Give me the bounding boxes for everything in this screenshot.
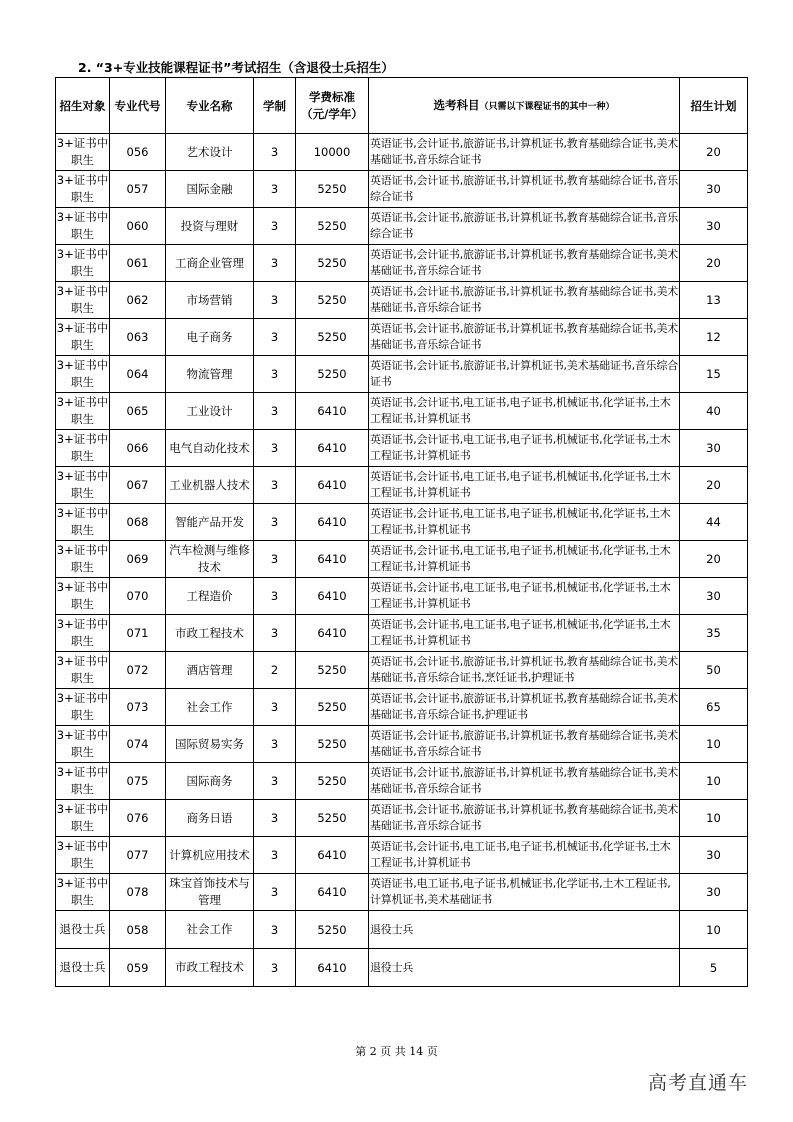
header-years: 学制 bbox=[254, 78, 296, 134]
cell-target: 3+证书中职生 bbox=[56, 282, 110, 319]
cell-code: 063 bbox=[110, 319, 166, 356]
table-row bbox=[56, 467, 748, 504]
table-row bbox=[56, 356, 748, 393]
cell-subjects: 英语证书,会计证书,旅游证书,计算机证书,教育基础综合证书,美术基础证书,音乐综合证书 bbox=[369, 726, 680, 763]
header-fee: 学费标准（元/学年） bbox=[296, 78, 369, 134]
cell-code: 071 bbox=[110, 615, 166, 652]
table-row bbox=[56, 689, 748, 726]
cell-name: 工业机器人技术 bbox=[166, 467, 254, 504]
cell-quota: 10 bbox=[680, 726, 748, 763]
cell-code: 058 bbox=[110, 911, 166, 949]
cell-target: 3+证书中职生 bbox=[56, 615, 110, 652]
cell-subjects: 英语证书,会计证书,电工证书,电子证书,机械证书,化学证书,土木工程证书,计算机证书 bbox=[369, 430, 680, 467]
table-row bbox=[56, 800, 748, 837]
cell-fee: 6410 bbox=[296, 393, 369, 430]
cell-fee: 6410 bbox=[296, 430, 369, 467]
table-row bbox=[56, 208, 748, 245]
cell-code: 076 bbox=[110, 800, 166, 837]
cell-name: 艺术设计 bbox=[166, 134, 254, 171]
header-subjects bbox=[369, 78, 680, 134]
cell-years: 3 bbox=[254, 541, 296, 578]
cell-subjects: 英语证书,会计证书,旅游证书,计算机证书,美术基础证书,音乐综合证书 bbox=[369, 356, 680, 393]
cell-target: 3+证书中职生 bbox=[56, 134, 110, 171]
cell-code: 070 bbox=[110, 578, 166, 615]
cell-name: 汽车检测与维修技术 bbox=[166, 541, 254, 578]
cell-subjects: 英语证书,会计证书,电工证书,电子证书,机械证书,化学证书,土木工程证书,计算机证书 bbox=[369, 504, 680, 541]
cell-name: 国际商务 bbox=[166, 763, 254, 800]
table-row bbox=[56, 578, 748, 615]
cell-target: 3+证书中职生 bbox=[56, 837, 110, 874]
cell-fee: 6410 bbox=[296, 578, 369, 615]
cell-fee: 6410 bbox=[296, 615, 369, 652]
cell-quota: 10 bbox=[680, 911, 748, 949]
cell-subjects: 退役士兵 bbox=[369, 949, 680, 987]
cell-name: 工程造价 bbox=[166, 578, 254, 615]
cell-target: 3+证书中职生 bbox=[56, 430, 110, 467]
cell-target: 3+证书中职生 bbox=[56, 689, 110, 726]
cell-name: 投资与理财 bbox=[166, 208, 254, 245]
cell-target: 3+证书中职生 bbox=[56, 652, 110, 689]
cell-code: 069 bbox=[110, 541, 166, 578]
cell-years: 3 bbox=[254, 911, 296, 949]
cell-name: 物流管理 bbox=[166, 356, 254, 393]
cell-quota: 30 bbox=[680, 208, 748, 245]
table-row bbox=[56, 652, 748, 689]
cell-name: 珠宝首饰技术与管理 bbox=[166, 874, 254, 911]
cell-name: 市场营销 bbox=[166, 282, 254, 319]
cell-years: 3 bbox=[254, 837, 296, 874]
cell-code: 059 bbox=[110, 949, 166, 987]
cell-quota: 40 bbox=[680, 393, 748, 430]
table-row bbox=[56, 171, 748, 208]
cell-quota: 5 bbox=[680, 949, 748, 987]
cell-fee: 5250 bbox=[296, 689, 369, 726]
table-row bbox=[56, 837, 748, 874]
cell-target: 3+证书中职生 bbox=[56, 541, 110, 578]
cell-quota: 50 bbox=[680, 652, 748, 689]
cell-subjects: 英语证书,会计证书,电工证书,电子证书,机械证书,化学证书,土木工程证书,计算机证书 bbox=[369, 837, 680, 874]
cell-subjects: 英语证书,会计证书,旅游证书,计算机证书,教育基础综合证书,美术基础证书,音乐综合证书 bbox=[369, 245, 680, 282]
cell-target: 3+证书中职生 bbox=[56, 356, 110, 393]
cell-years: 3 bbox=[254, 171, 296, 208]
cell-subjects: 退役士兵 bbox=[369, 911, 680, 949]
cell-target: 3+证书中职生 bbox=[56, 504, 110, 541]
cell-subjects: 英语证书,会计证书,旅游证书,计算机证书,教育基础综合证书,音乐综合证书 bbox=[369, 208, 680, 245]
cell-code: 056 bbox=[110, 134, 166, 171]
table-row bbox=[56, 393, 748, 430]
header-subjects-note: （只需以下课程证书的其中一种） bbox=[479, 101, 615, 112]
cell-quota: 20 bbox=[680, 245, 748, 282]
table-row bbox=[56, 763, 748, 800]
cell-code: 077 bbox=[110, 837, 166, 874]
cell-years: 3 bbox=[254, 949, 296, 987]
cell-quota: 12 bbox=[680, 319, 748, 356]
cell-target: 3+证书中职生 bbox=[56, 800, 110, 837]
cell-code: 068 bbox=[110, 504, 166, 541]
cell-name: 国际贸易实务 bbox=[166, 726, 254, 763]
header-code: 专业代号 bbox=[110, 78, 166, 134]
cell-target: 3+证书中职生 bbox=[56, 393, 110, 430]
cell-code: 075 bbox=[110, 763, 166, 800]
cell-years: 3 bbox=[254, 467, 296, 504]
cell-fee: 5250 bbox=[296, 911, 369, 949]
cell-quota: 15 bbox=[680, 356, 748, 393]
table-row bbox=[56, 134, 748, 171]
cell-code: 067 bbox=[110, 467, 166, 504]
cell-fee: 5250 bbox=[296, 726, 369, 763]
cell-subjects: 英语证书,会计证书,电工证书,电子证书,机械证书,化学证书,土木工程证书,计算机证书 bbox=[369, 615, 680, 652]
cell-name: 市政工程技术 bbox=[166, 949, 254, 987]
cell-fee: 6410 bbox=[296, 541, 369, 578]
table-row bbox=[56, 949, 748, 987]
cell-quota: 30 bbox=[680, 874, 748, 911]
cell-target: 3+证书中职生 bbox=[56, 874, 110, 911]
cell-years: 3 bbox=[254, 208, 296, 245]
cell-name: 市政工程技术 bbox=[166, 615, 254, 652]
cell-target: 3+证书中职生 bbox=[56, 208, 110, 245]
cell-name: 商务日语 bbox=[166, 800, 254, 837]
table-row bbox=[56, 541, 748, 578]
cell-fee: 6410 bbox=[296, 949, 369, 987]
cell-code: 060 bbox=[110, 208, 166, 245]
table-row bbox=[56, 504, 748, 541]
cell-name: 电气自动化技术 bbox=[166, 430, 254, 467]
cell-fee: 5250 bbox=[296, 763, 369, 800]
cell-subjects: 英语证书,会计证书,旅游证书,计算机证书,教育基础综合证书,美术基础证书,音乐综合证书,烹饪证书,护理证书 bbox=[369, 652, 680, 689]
cell-quota: 30 bbox=[680, 837, 748, 874]
cell-target: 退役士兵 bbox=[56, 911, 110, 949]
cell-code: 078 bbox=[110, 874, 166, 911]
table-row bbox=[56, 282, 748, 319]
cell-quota: 10 bbox=[680, 800, 748, 837]
cell-subjects: 英语证书,会计证书,电工证书,电子证书,机械证书,化学证书,土木工程证书,计算机证书 bbox=[369, 467, 680, 504]
cell-name: 电子商务 bbox=[166, 319, 254, 356]
cell-name: 酒店管理 bbox=[166, 652, 254, 689]
cell-fee: 6410 bbox=[296, 874, 369, 911]
cell-subjects: 英语证书,会计证书,旅游证书,计算机证书,教育基础综合证书,美术基础证书,音乐综合证书 bbox=[369, 134, 680, 171]
cell-years: 3 bbox=[254, 393, 296, 430]
header-subjects-main: 选考科目 bbox=[433, 97, 480, 112]
table-row bbox=[56, 874, 748, 911]
cell-target: 3+证书中职生 bbox=[56, 763, 110, 800]
section-title: 2. “3+专业技能课程证书”考试招生（含退役士兵招生） bbox=[78, 60, 394, 75]
cell-code: 066 bbox=[110, 430, 166, 467]
watermark: 高考直通车 bbox=[648, 1072, 749, 1094]
cell-fee: 6410 bbox=[296, 467, 369, 504]
table-row bbox=[56, 319, 748, 356]
cell-name: 工商企业管理 bbox=[166, 245, 254, 282]
cell-quota: 44 bbox=[680, 504, 748, 541]
cell-quota: 20 bbox=[680, 541, 748, 578]
cell-subjects: 英语证书,会计证书,旅游证书,计算机证书,教育基础综合证书,美术基础证书,音乐综合证书 bbox=[369, 763, 680, 800]
cell-years: 3 bbox=[254, 763, 296, 800]
cell-code: 064 bbox=[110, 356, 166, 393]
cell-subjects: 英语证书,电工证书,电子证书,机械证书,化学证书,土木工程证书,计算机证书,美术基础证书 bbox=[369, 874, 680, 911]
table-row bbox=[56, 430, 748, 467]
cell-fee: 6410 bbox=[296, 837, 369, 874]
cell-quota: 13 bbox=[680, 282, 748, 319]
cell-subjects: 英语证书,会计证书,旅游证书,计算机证书,教育基础综合证书,美术基础证书,音乐综合证书 bbox=[369, 282, 680, 319]
cell-fee: 5250 bbox=[296, 800, 369, 837]
cell-fee: 5250 bbox=[296, 282, 369, 319]
cell-name: 智能产品开发 bbox=[166, 504, 254, 541]
cell-years: 3 bbox=[254, 134, 296, 171]
cell-subjects: 英语证书,会计证书,电工证书,电子证书,机械证书,化学证书,土木工程证书,计算机证书 bbox=[369, 578, 680, 615]
cell-name: 工业设计 bbox=[166, 393, 254, 430]
cell-quota: 30 bbox=[680, 171, 748, 208]
cell-years: 3 bbox=[254, 874, 296, 911]
cell-fee: 10000 bbox=[296, 134, 369, 171]
header-target: 招生对象 bbox=[56, 78, 110, 134]
cell-target: 3+证书中职生 bbox=[56, 171, 110, 208]
cell-name: 社会工作 bbox=[166, 911, 254, 949]
cell-fee: 5250 bbox=[296, 319, 369, 356]
cell-years: 3 bbox=[254, 430, 296, 467]
cell-years: 3 bbox=[254, 800, 296, 837]
cell-subjects: 英语证书,会计证书,电工证书,电子证书,机械证书,化学证书,土木工程证书,计算机证书 bbox=[369, 541, 680, 578]
cell-code: 062 bbox=[110, 282, 166, 319]
cell-target: 3+证书中职生 bbox=[56, 467, 110, 504]
cell-years: 3 bbox=[254, 245, 296, 282]
cell-code: 061 bbox=[110, 245, 166, 282]
cell-subjects: 英语证书,会计证书,旅游证书,计算机证书,教育基础综合证书,美术基础证书,音乐综合证书,护理证书 bbox=[369, 689, 680, 726]
cell-target: 3+证书中职生 bbox=[56, 726, 110, 763]
cell-fee: 5250 bbox=[296, 356, 369, 393]
cell-years: 3 bbox=[254, 356, 296, 393]
table-row bbox=[56, 726, 748, 763]
table-row bbox=[56, 245, 748, 282]
cell-name: 社会工作 bbox=[166, 689, 254, 726]
cell-target: 3+证书中职生 bbox=[56, 319, 110, 356]
cell-quota: 30 bbox=[680, 430, 748, 467]
cell-quota: 65 bbox=[680, 689, 748, 726]
header-name: 专业名称 bbox=[166, 78, 254, 134]
header-quota: 招生计划 bbox=[680, 78, 748, 134]
cell-years: 3 bbox=[254, 689, 296, 726]
cell-quota: 20 bbox=[680, 134, 748, 171]
cell-subjects: 英语证书,会计证书,电工证书,电子证书,机械证书,化学证书,土木工程证书,计算机证书 bbox=[369, 393, 680, 430]
cell-subjects: 英语证书,会计证书,旅游证书,计算机证书,教育基础综合证书,美术基础证书,音乐综合证书 bbox=[369, 319, 680, 356]
cell-years: 3 bbox=[254, 615, 296, 652]
cell-years: 3 bbox=[254, 726, 296, 763]
cell-name: 计算机应用技术 bbox=[166, 837, 254, 874]
cell-fee: 5250 bbox=[296, 245, 369, 282]
table-row bbox=[56, 911, 748, 949]
enrollment-table bbox=[55, 77, 748, 987]
cell-target: 退役士兵 bbox=[56, 949, 110, 987]
cell-years: 2 bbox=[254, 652, 296, 689]
cell-target: 3+证书中职生 bbox=[56, 245, 110, 282]
cell-years: 3 bbox=[254, 578, 296, 615]
cell-fee: 6410 bbox=[296, 504, 369, 541]
cell-subjects: 英语证书,会计证书,旅游证书,计算机证书,教育基础综合证书,音乐综合证书 bbox=[369, 171, 680, 208]
cell-name: 国际金融 bbox=[166, 171, 254, 208]
cell-years: 3 bbox=[254, 504, 296, 541]
table-row bbox=[56, 615, 748, 652]
cell-fee: 5250 bbox=[296, 208, 369, 245]
cell-code: 072 bbox=[110, 652, 166, 689]
table-header-row bbox=[56, 78, 748, 134]
cell-years: 3 bbox=[254, 319, 296, 356]
cell-quota: 20 bbox=[680, 467, 748, 504]
cell-code: 073 bbox=[110, 689, 166, 726]
cell-quota: 35 bbox=[680, 615, 748, 652]
cell-subjects: 英语证书,会计证书,旅游证书,计算机证书,教育基础综合证书,美术基础证书,音乐综合证书 bbox=[369, 800, 680, 837]
cell-years: 3 bbox=[254, 282, 296, 319]
cell-code: 074 bbox=[110, 726, 166, 763]
cell-fee: 5250 bbox=[296, 652, 369, 689]
cell-target: 3+证书中职生 bbox=[56, 578, 110, 615]
cell-quota: 30 bbox=[680, 578, 748, 615]
cell-code: 065 bbox=[110, 393, 166, 430]
page-footer: 第 2 页 共 14 页 bbox=[355, 1045, 438, 1058]
cell-quota: 10 bbox=[680, 763, 748, 800]
cell-code: 057 bbox=[110, 171, 166, 208]
cell-fee: 5250 bbox=[296, 171, 369, 208]
